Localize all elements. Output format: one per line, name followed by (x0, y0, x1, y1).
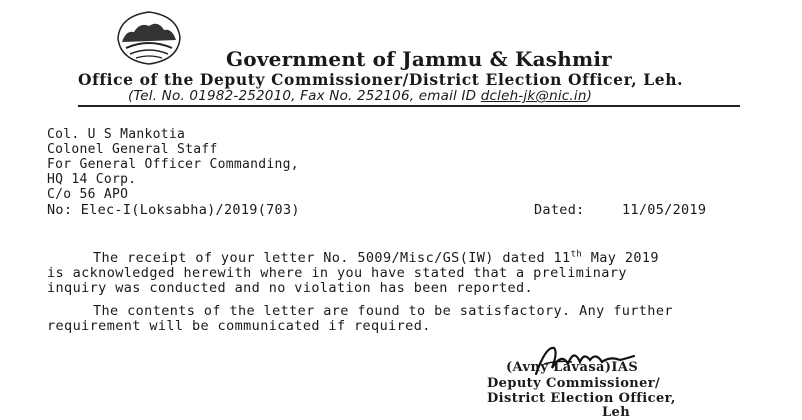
email-link[interactable]: dcleh-jk@nic.in (480, 88, 587, 104)
letterhead-divider (78, 105, 740, 107)
recipient-line: HQ 14 Corp. (47, 172, 137, 187)
paragraph-1-line (93, 250, 659, 266)
contact-suffix: ) (586, 88, 593, 104)
paragraph-1-line: inquiry was conducted and no violation has been reported. (47, 280, 534, 296)
paragraph-2-line: The contents of the letter are found to be satisfactory. Any further (93, 303, 673, 319)
ordinal-suffix: th (570, 249, 583, 260)
signer-designation: Deputy Commissioner/ (487, 376, 661, 391)
paragraph-1-line: is acknowledged herewith where in you have stated that a preliminary (47, 265, 627, 281)
paragraph-2-line: requirement will be communicated if required. (47, 318, 431, 334)
recipient-line: Col. U S Mankotia (47, 127, 186, 142)
state-emblem-icon (112, 8, 186, 68)
signer-place: Leh (602, 405, 631, 420)
signer-name: (Avny Lavasa)IAS (506, 360, 639, 375)
p1-text-cont: May 2019 (582, 250, 659, 266)
contact-line (128, 88, 592, 104)
office-heading: Office of the Deputy Commissioner/District Election Officer, Leh. (78, 70, 684, 89)
reference-number: No: Elec-I(Loksabha)/2019(703) (47, 202, 300, 218)
p1-text: The receipt of your letter No. 5009/Misc/GS(IW) dated 11 (93, 250, 571, 266)
date-label: Dated: (534, 202, 585, 218)
government-heading: Government of Jammu & Kashmir (226, 47, 612, 71)
letter-date: 11/05/2019 (622, 202, 707, 218)
contact-prefix: (Tel. No. 01982-252010, Fax No. 252106, email ID (128, 88, 481, 104)
recipient-line: For General Officer Commanding, (47, 157, 299, 172)
recipient-line: C/o 56 APO (47, 187, 129, 202)
recipient-line: Colonel General Staff (47, 142, 218, 157)
signer-designation: District Election Officer, (487, 391, 676, 406)
